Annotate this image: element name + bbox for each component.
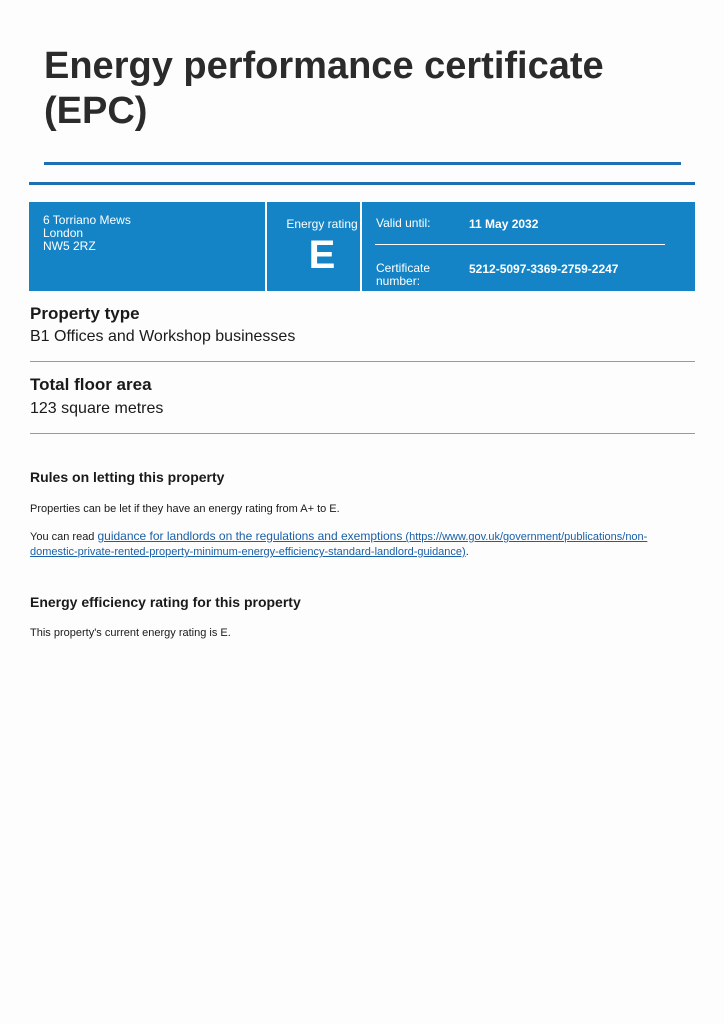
certificate-label-line-1: Certificate: [376, 261, 431, 275]
efficiency-rating-heading: Energy efficiency rating for this property: [30, 594, 301, 610]
valid-until-value: 11 May 2032: [469, 217, 539, 231]
page-title-line-1: Energy performance certificate: [44, 45, 604, 87]
letting-guidance-prefix: You can read: [30, 531, 98, 543]
property-type-value: B1 Offices and Workshop businesses: [30, 328, 296, 345]
letting-guidance-suffix: .: [465, 546, 469, 558]
address-block: [43, 214, 131, 303]
panel-inner-divider: [375, 244, 665, 245]
header-divider: [29, 182, 695, 185]
panel-separator: [360, 202, 362, 291]
landlord-guidance-link[interactable]: guidance for landlords on the regulations and exemptions: [97, 529, 403, 543]
section-divider: [30, 361, 695, 362]
energy-rating-value: E: [308, 233, 336, 277]
page-title-line-2: (EPC): [44, 90, 148, 132]
letting-guidance-text: [30, 529, 670, 560]
certificate-number-label: [376, 262, 430, 288]
efficiency-rating-text: This property's current energy rating is E.: [30, 627, 231, 639]
section-divider: [30, 433, 695, 434]
letting-rules-text: Properties can be let if they have an energy rating from A+ to E.: [30, 503, 340, 515]
valid-until-label: Valid until:: [376, 216, 431, 230]
floor-area-heading: Total floor area: [30, 375, 152, 394]
letting-rules-heading: Rules on letting this property: [30, 469, 225, 485]
address-line-2: London: [43, 226, 84, 240]
energy-rating-label: Energy rating: [286, 217, 358, 231]
floor-area-value: 123 square metres: [30, 400, 164, 417]
link-url-line-2: domestic-private-rented-property-minimum-energy-efficiency-standard-landlord-guidance): [30, 546, 466, 558]
page-title: [44, 44, 684, 134]
certificate-number-value: 5212-5097-3369-2759-2247: [469, 262, 619, 276]
link-url-line-1: (https://www.gov.uk/government/publications/non-: [402, 531, 648, 543]
panel-separator: [265, 202, 267, 291]
title-divider: [44, 162, 681, 165]
certificate-label-line-2: number:: [376, 274, 421, 288]
property-type-heading: Property type: [30, 304, 140, 323]
summary-panel: [29, 202, 695, 291]
address-line-1: 6 Torriano Mews: [43, 213, 131, 227]
address-postcode: NW5 2RZ: [43, 239, 96, 253]
